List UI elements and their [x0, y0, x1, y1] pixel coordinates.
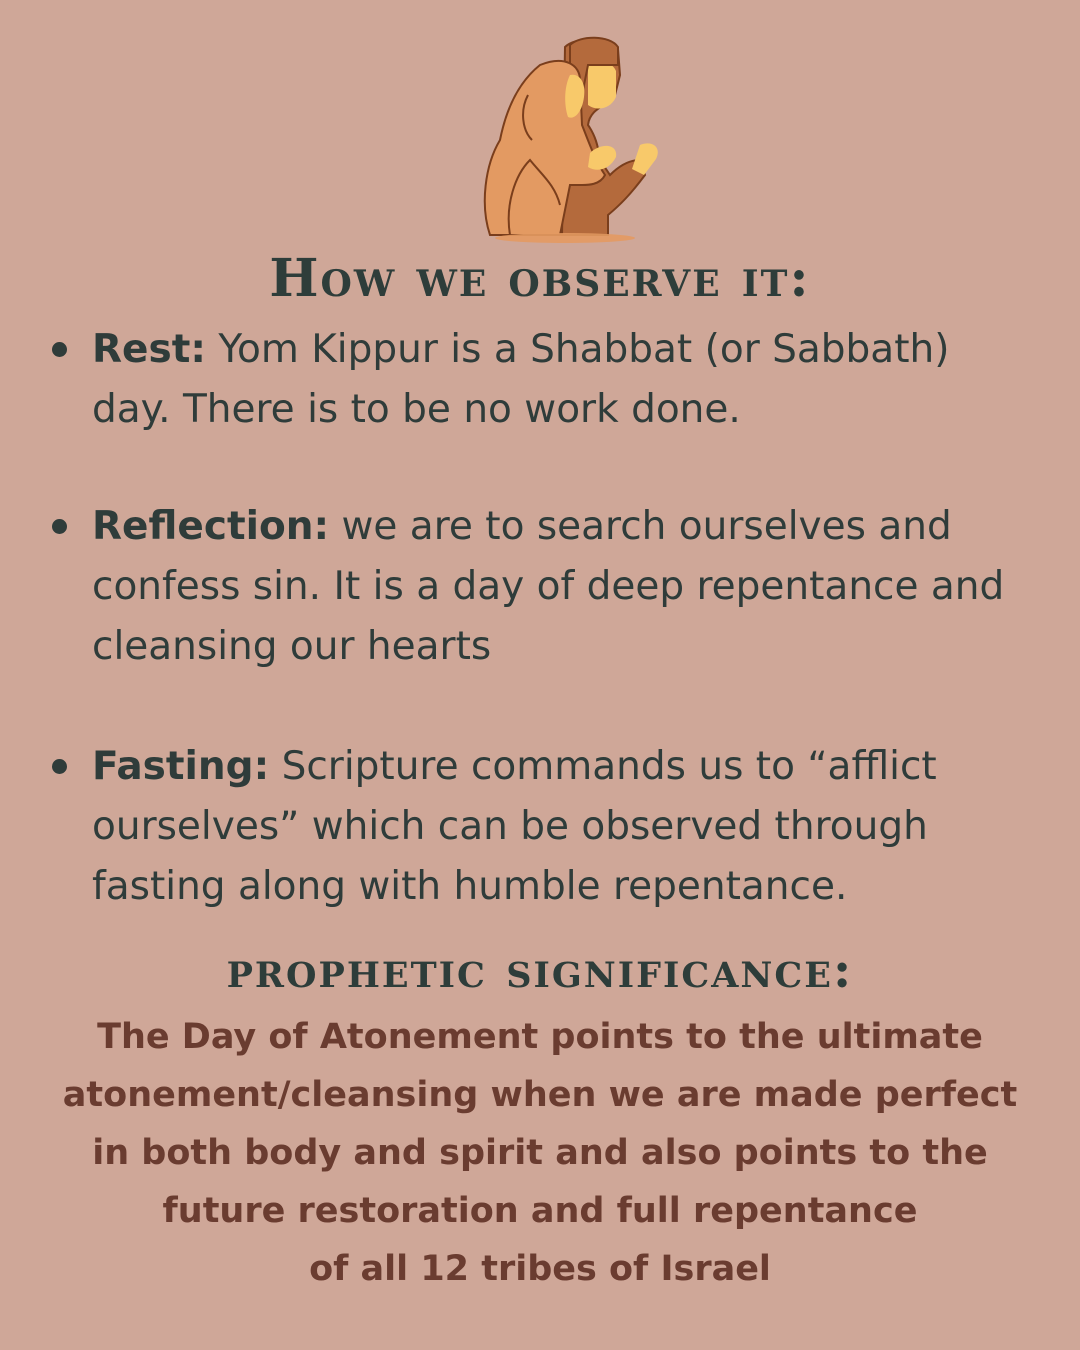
- paragraph-line: future restoration and full repentance: [162, 1191, 918, 1231]
- bullet-term: Reflection:: [92, 504, 330, 549]
- bullet-text: confess sin. It is a day of deep repentance and: [92, 564, 1005, 609]
- bullet-dot: [52, 519, 67, 534]
- bullet-term: Rest:: [92, 327, 206, 372]
- paragraph-line: of all 12 tribes of Israel: [309, 1249, 771, 1289]
- prophetic-heading: prophetic significance:: [226, 940, 854, 999]
- bullet-dot: [52, 759, 67, 774]
- bullet-text: cleansing our hearts: [92, 624, 492, 669]
- bullet-text: day. There is to be no work done.: [92, 387, 741, 432]
- bullet-term: Fasting:: [92, 744, 270, 789]
- bullet-text: we are to search ourselves and: [329, 504, 952, 549]
- list-item-fasting: [92, 737, 1062, 917]
- praying-figures-icon: [470, 35, 680, 245]
- bullet-text: fasting along with humble repentance.: [92, 864, 848, 909]
- paragraph-line: atonement/cleansing when we are made perfect: [62, 1075, 1018, 1115]
- bullet-text: Scripture commands us to “afflict: [269, 744, 937, 789]
- list-item-rest: [92, 320, 1062, 440]
- paragraph-line: in both body and spirit and also points to the: [92, 1133, 988, 1173]
- prophetic-paragraph: [40, 1008, 1040, 1298]
- bullet-text: ourselves” which can be observed through: [92, 804, 928, 849]
- paragraph-line: The Day of Atonement points to the ultimate: [97, 1017, 983, 1057]
- bullet-dot: [52, 342, 67, 357]
- bullet-text: Yom Kippur is a Shabbat (or Sabbath): [205, 327, 950, 372]
- observe-heading: How we observe it:: [269, 248, 811, 309]
- list-item-reflection: [92, 497, 1062, 677]
